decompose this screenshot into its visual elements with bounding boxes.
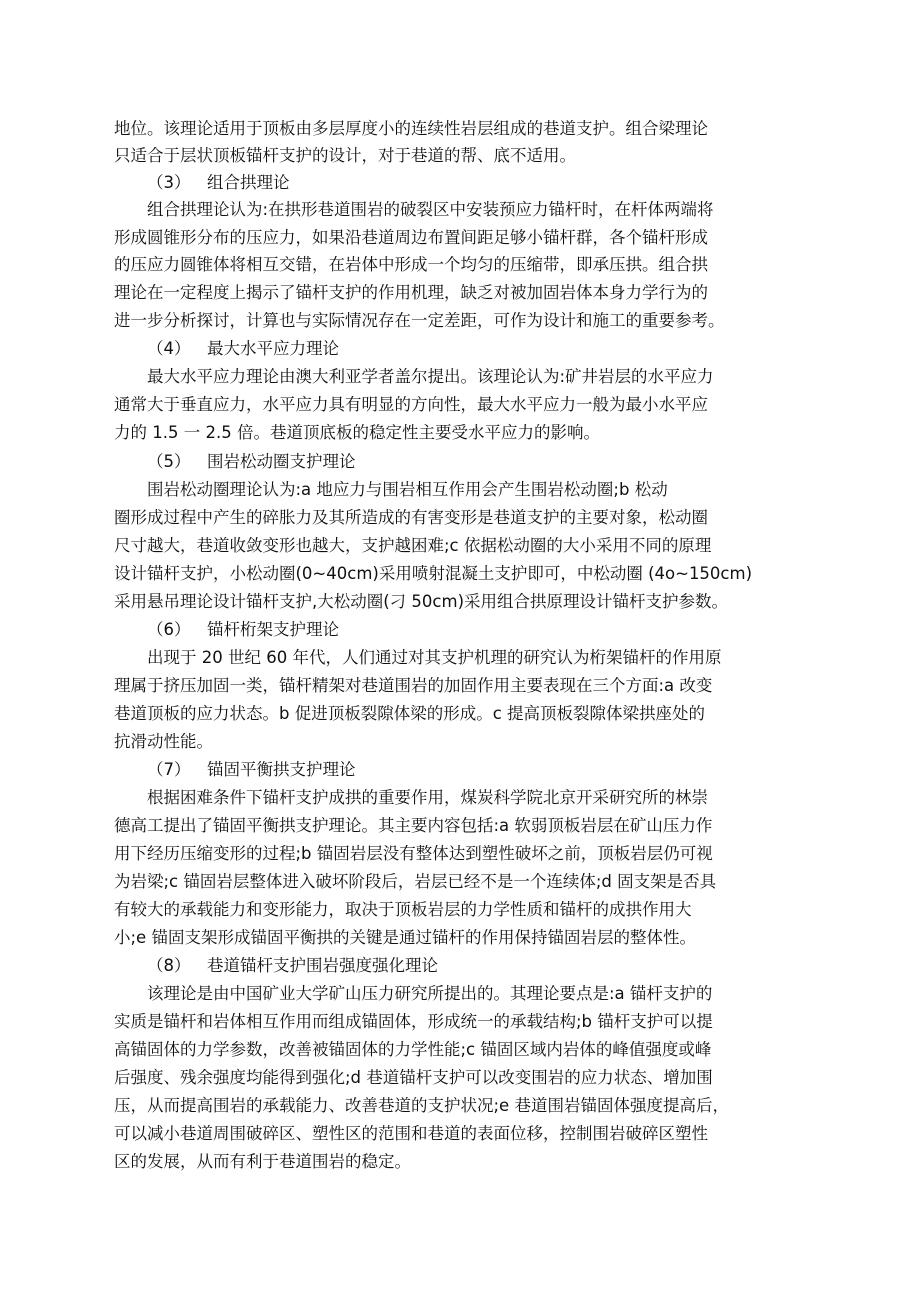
section-heading — [147, 449, 356, 475]
paragraph-line: 的压应力圆锥体将相互交错，在岩体中形成一个均匀的压缩带，即承压拱。组合拱 — [114, 255, 708, 274]
paragraph-line: 组合拱理论认为:在拱形巷道围岩的破裂区中安装预应力锚杆时，在杆体两端将 — [147, 200, 714, 219]
section-title: 围岩松动圈支护理论 — [207, 452, 356, 471]
paragraph-line: 后强度、残余强度均能得到强化;d 巷道锚杆支护可以改变围岩的应力状态、增加围 — [114, 1068, 713, 1087]
paragraph-line: 巷道顶板的应力状态。b 促进顶板裂隙体梁的形成。c 提高顶板裂隙体梁拱座处的 — [114, 704, 706, 723]
section-title: 锚杆桁架支护理论 — [207, 620, 339, 639]
paragraph-line: 理属于挤压加固一类，锚杆精架对巷道围岩的加固作用主要表现在三个方面:a 改变 — [114, 676, 713, 695]
section-number: （6） — [147, 620, 191, 639]
paragraph-line: 力的 1.5 一 2.5 倍。巷道顶底板的稳定性主要受水平应力的影响。 — [114, 423, 600, 442]
paragraph-line: 高锚固体的力学参数，改善被锚固体的力学性能;c 锚固区域内岩体的峰值强度或峰 — [114, 1040, 712, 1059]
paragraph-line: 根据困难条件下锚杆支护成拱的重要作用，煤炭科学院北京开采研究所的林崇 — [147, 788, 708, 807]
paragraph-line: 德高工提出了锚固平衡拱支护理论。其主要内容包括:a 软弱顶板岩层在矿山压力作 — [114, 816, 713, 835]
paragraph-line: 围岩松动圈理论认为:a 地应力与围岩相互作用会产生围岩松动圈;b 松动 — [147, 480, 668, 499]
paragraph-line: 最大水平应力理论由澳大利亚学者盖尔提出。该理论认为:矿井岩层的水平应力 — [147, 367, 714, 386]
paragraph-line: 只适合于层状顶板锚杆支护的设计，对于巷道的帮、底不适用。 — [114, 146, 576, 165]
paragraph-line: 圈形成过程中产生的碎胀力及其所造成的有害变形是巷道支护的主要对象，松动圈 — [114, 508, 708, 527]
section-number: （8） — [147, 956, 191, 975]
paragraph-line: 理论在一定程度上揭示了锚杆支护的作用机理，缺乏对被加固岩体本身力学行为的 — [114, 283, 708, 302]
section-number: （4） — [147, 339, 191, 358]
section-heading — [147, 953, 438, 979]
paragraph-line: 区的发展，从而有利于巷道围岩的稳定。 — [114, 1152, 411, 1171]
paragraph-line: 为岩梁;c 锚固岩层整体进入破坏阶段后，岩层已经不是一个连续体;d 固支架是否具 — [114, 872, 717, 891]
paragraph-line: 通常大于垂直应力，水平应力具有明显的方向性，最大水平应力一般为最小水平应 — [114, 395, 708, 414]
section-number: （7） — [147, 760, 191, 779]
paragraph-line: 形成圆锥形分布的压应力，如果沿巷道周边布置间距足够小锚杆群，各个锚杆形成 — [114, 228, 708, 247]
paragraph-line: 出现于 20 世纪 60 年代，人们通过对其支护机理的研究认为桁架锚杆的作用原 — [147, 648, 722, 667]
paragraph-line: 实质是锚杆和岩体相互作用而组成锚固体，形成统一的承载结构;b 锚杆支护可以提 — [114, 1012, 713, 1031]
paragraph-line: 尺寸越大，巷道收敛变形也越大，支护越困难;c 依据松动圈的大小采用不同的原理 — [114, 536, 712, 555]
paragraph-line: 设计锚杆支护，小松动圈(0~40cm)采用喷射混凝土支护即可，中松动圈 (4o~150cm) — [114, 564, 753, 583]
paragraph-line: 有较大的承载能力和变形能力，取决于顶板岩层的力学性质和锚杆的成拱作用大 — [114, 900, 692, 919]
paragraph-line: 可以减小巷道周围破碎区、塑性区的范围和巷道的表面位移，控制围岩破碎区塑性 — [114, 1124, 708, 1143]
paragraph-line: 采用悬吊理论设计锚杆支护,大松动圈(刁 50cm)采用组合拱原理设计锚杆支护参数。 — [114, 592, 729, 611]
section-heading — [147, 170, 290, 196]
paragraph-line: 地位。该理论适用于顶板由多层厚度小的连续性岩层组成的巷道支护。组合梁理论 — [114, 119, 708, 138]
section-number: （3） — [147, 173, 191, 192]
section-title: 巷道锚杆支护围岩强度强化理论 — [207, 956, 438, 975]
section-number: （5） — [147, 452, 191, 471]
paragraph-line: 抗滑动性能。 — [114, 732, 213, 751]
section-title: 组合拱理论 — [207, 173, 290, 192]
section-heading — [147, 617, 339, 643]
paragraph-line: 小;e 锚固支架形成锚固平衡拱的关键是通过锚杆的作用保持锚固岩层的整体性。 — [114, 928, 696, 947]
section-title: 最大水平应力理论 — [207, 339, 339, 358]
section-title: 锚固平衡拱支护理论 — [207, 760, 356, 779]
paragraph-line: 进一步分析探讨，计算也与实际情况存在一定差距，可作为设计和施工的重要参考。 — [114, 311, 725, 330]
section-heading — [147, 336, 339, 362]
paragraph-line: 压，从而提高围岩的承载能力、改善巷道的支护状况;e 巷道围岩锚固体强度提高后， — [114, 1096, 729, 1115]
paragraph-line: 用下经历压缩变形的过程;b 锚固岩层没有整体达到塑性破坏之前，顶板岩层仍可视 — [114, 844, 713, 863]
paragraph-line: 该理论是由中国矿业大学矿山压力研究所提出的。其理论要点是:a 锚杆支护的 — [147, 984, 713, 1003]
section-heading — [147, 757, 356, 783]
